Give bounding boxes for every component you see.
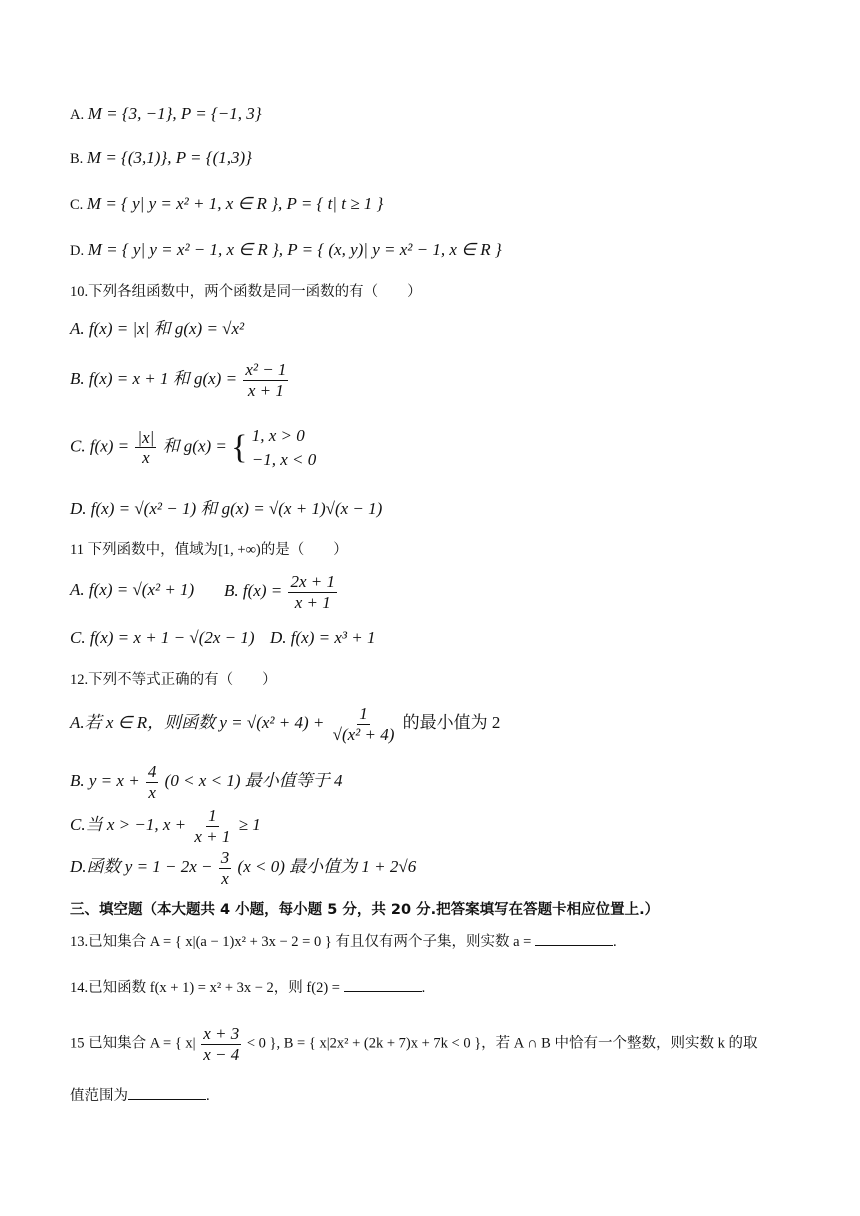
q9-option-c bbox=[70, 194, 383, 214]
fraction bbox=[331, 704, 397, 744]
q13 bbox=[70, 930, 617, 951]
numerator: 4 bbox=[147, 762, 157, 781]
option-label: C. bbox=[70, 197, 84, 213]
punctuation: . bbox=[421, 980, 426, 996]
denominator: √(x² + 4) bbox=[332, 724, 395, 744]
question-text: 13.已知集合 A = { x|(a − 1)x² + 3x − 2 = 0 } 有且仅有两个子集，则实数 a = bbox=[70, 934, 532, 950]
numerator: |x| bbox=[137, 427, 155, 447]
denominator: x bbox=[148, 782, 156, 802]
question-text: < 0 }, B = { x|2x² + (2k + 7)x + 7k < 0 }，若 A ∩ B 中恰有一个整数，则实数 k 的取 bbox=[246, 1035, 758, 1052]
q9-option-a bbox=[70, 104, 262, 124]
q12-stem: 12.下列不等式正确的有（ ） bbox=[70, 672, 277, 688]
fraction bbox=[201, 1024, 241, 1064]
numerator: x + 3 bbox=[203, 1024, 240, 1043]
q11-option-d: D. f(x) = x³ + 1 bbox=[270, 628, 376, 647]
q10-option-d: D. f(x) = √(x² − 1) 和 g(x) = √(x + 1)√(x − 1) bbox=[70, 499, 383, 518]
numerator: x² − 1 bbox=[245, 360, 287, 379]
option-text: D.函数 y = 1 − 2x − bbox=[70, 856, 213, 876]
left-brace-icon: { bbox=[231, 428, 248, 466]
q14 bbox=[70, 976, 425, 997]
q10-option-a: A. f(x) = |x| 和 g(x) = √x² bbox=[70, 319, 245, 338]
q15 bbox=[70, 1024, 757, 1064]
case-1: 1, x > 0 bbox=[251, 426, 305, 445]
option-text: 的最小值为 2 bbox=[402, 712, 501, 732]
option-text: C. f(x) = bbox=[70, 436, 130, 456]
option-text: (0 < x < 1) 最小值等于 4 bbox=[164, 770, 343, 790]
option-expression: M = { y| y = x² − 1, x ∈ R }, P = { (x, y)| y = x² − 1, x ∈ R } bbox=[87, 240, 502, 259]
option-text: B. f(x) = x + 1 和 g(x) = bbox=[70, 368, 238, 388]
q9-option-d bbox=[70, 240, 502, 260]
numerator: 2x + 1 bbox=[290, 572, 335, 591]
option-text: C.当 x > −1, x + bbox=[70, 814, 187, 834]
question-text: 值范围为 bbox=[70, 1088, 128, 1104]
q12-option-d bbox=[70, 848, 416, 888]
option-text: B. y = x + bbox=[70, 770, 140, 790]
option-text: (x < 0) 最小值为 1 + 2√6 bbox=[237, 856, 417, 876]
question-text: 15 已知集合 A = { x| bbox=[70, 1035, 196, 1052]
q9-option-b bbox=[70, 148, 252, 168]
denominator: x bbox=[221, 868, 229, 888]
option-text: ≥ 1 bbox=[238, 814, 261, 834]
answer-blank[interactable] bbox=[535, 931, 613, 946]
q11-option-b bbox=[224, 572, 339, 612]
numerator: 3 bbox=[220, 848, 230, 867]
q10-option-b bbox=[70, 360, 290, 400]
answer-blank[interactable] bbox=[344, 977, 422, 992]
denominator: x bbox=[142, 448, 150, 468]
q11-stem: 11 下列函数中，值域为[1, +∞)的是（ ） bbox=[70, 542, 348, 558]
q12-option-a bbox=[70, 704, 500, 744]
fraction bbox=[146, 762, 159, 802]
option-text: 和 g(x) = bbox=[162, 436, 227, 456]
denominator: x + 1 bbox=[294, 592, 331, 612]
option-text: B. f(x) = bbox=[224, 580, 283, 600]
q11-option-a: A. f(x) = √(x² + 1) bbox=[70, 580, 195, 599]
q12-option-b bbox=[70, 762, 342, 802]
fraction bbox=[135, 428, 156, 468]
denominator: x − 4 bbox=[203, 1044, 240, 1064]
question-text: 14.已知函数 f(x + 1) = x² + 3x − 2，则 f(2) = bbox=[70, 980, 340, 996]
q11-option-c: C. f(x) = x + 1 − √(2x − 1) bbox=[70, 628, 255, 647]
denominator: x + 1 bbox=[194, 826, 231, 846]
piecewise-cases bbox=[252, 424, 317, 472]
punctuation: . bbox=[206, 1088, 210, 1104]
fraction bbox=[288, 572, 337, 612]
option-expression: M = {3, −1}, P = {−1, 3} bbox=[87, 104, 262, 123]
q15-line2 bbox=[70, 1084, 210, 1105]
punctuation: . bbox=[612, 934, 617, 950]
option-label: B. bbox=[70, 151, 84, 167]
numerator: 1 bbox=[208, 806, 217, 825]
denominator: x + 1 bbox=[247, 380, 284, 400]
option-expression: M = {(3,1)}, P = {(1,3)} bbox=[86, 148, 252, 167]
numerator: 1 bbox=[359, 704, 368, 723]
q12-option-c bbox=[70, 806, 261, 846]
option-expression: M = { y| y = x² + 1, x ∈ R }, P = { t| t ≥ 1 } bbox=[86, 194, 384, 213]
option-label: A. bbox=[70, 107, 85, 123]
fraction bbox=[192, 806, 232, 846]
fraction bbox=[243, 360, 288, 400]
option-label: D. bbox=[70, 243, 85, 259]
q10-stem: 10.下列各组函数中，两个函数是同一函数的有（ ） bbox=[70, 284, 422, 300]
answer-blank[interactable] bbox=[128, 1085, 206, 1100]
q10-option-c bbox=[70, 424, 316, 472]
section-heading: 三、填空题（本大题共 4 小题，每小题 5 分，共 20 分.把答案填写在答题卡相应位置上.） bbox=[70, 902, 660, 918]
option-text: A.若 x ∈ R，则函数 y = √(x² + 4) + bbox=[70, 712, 325, 732]
case-2: −1, x < 0 bbox=[251, 449, 317, 469]
fraction bbox=[219, 848, 232, 888]
